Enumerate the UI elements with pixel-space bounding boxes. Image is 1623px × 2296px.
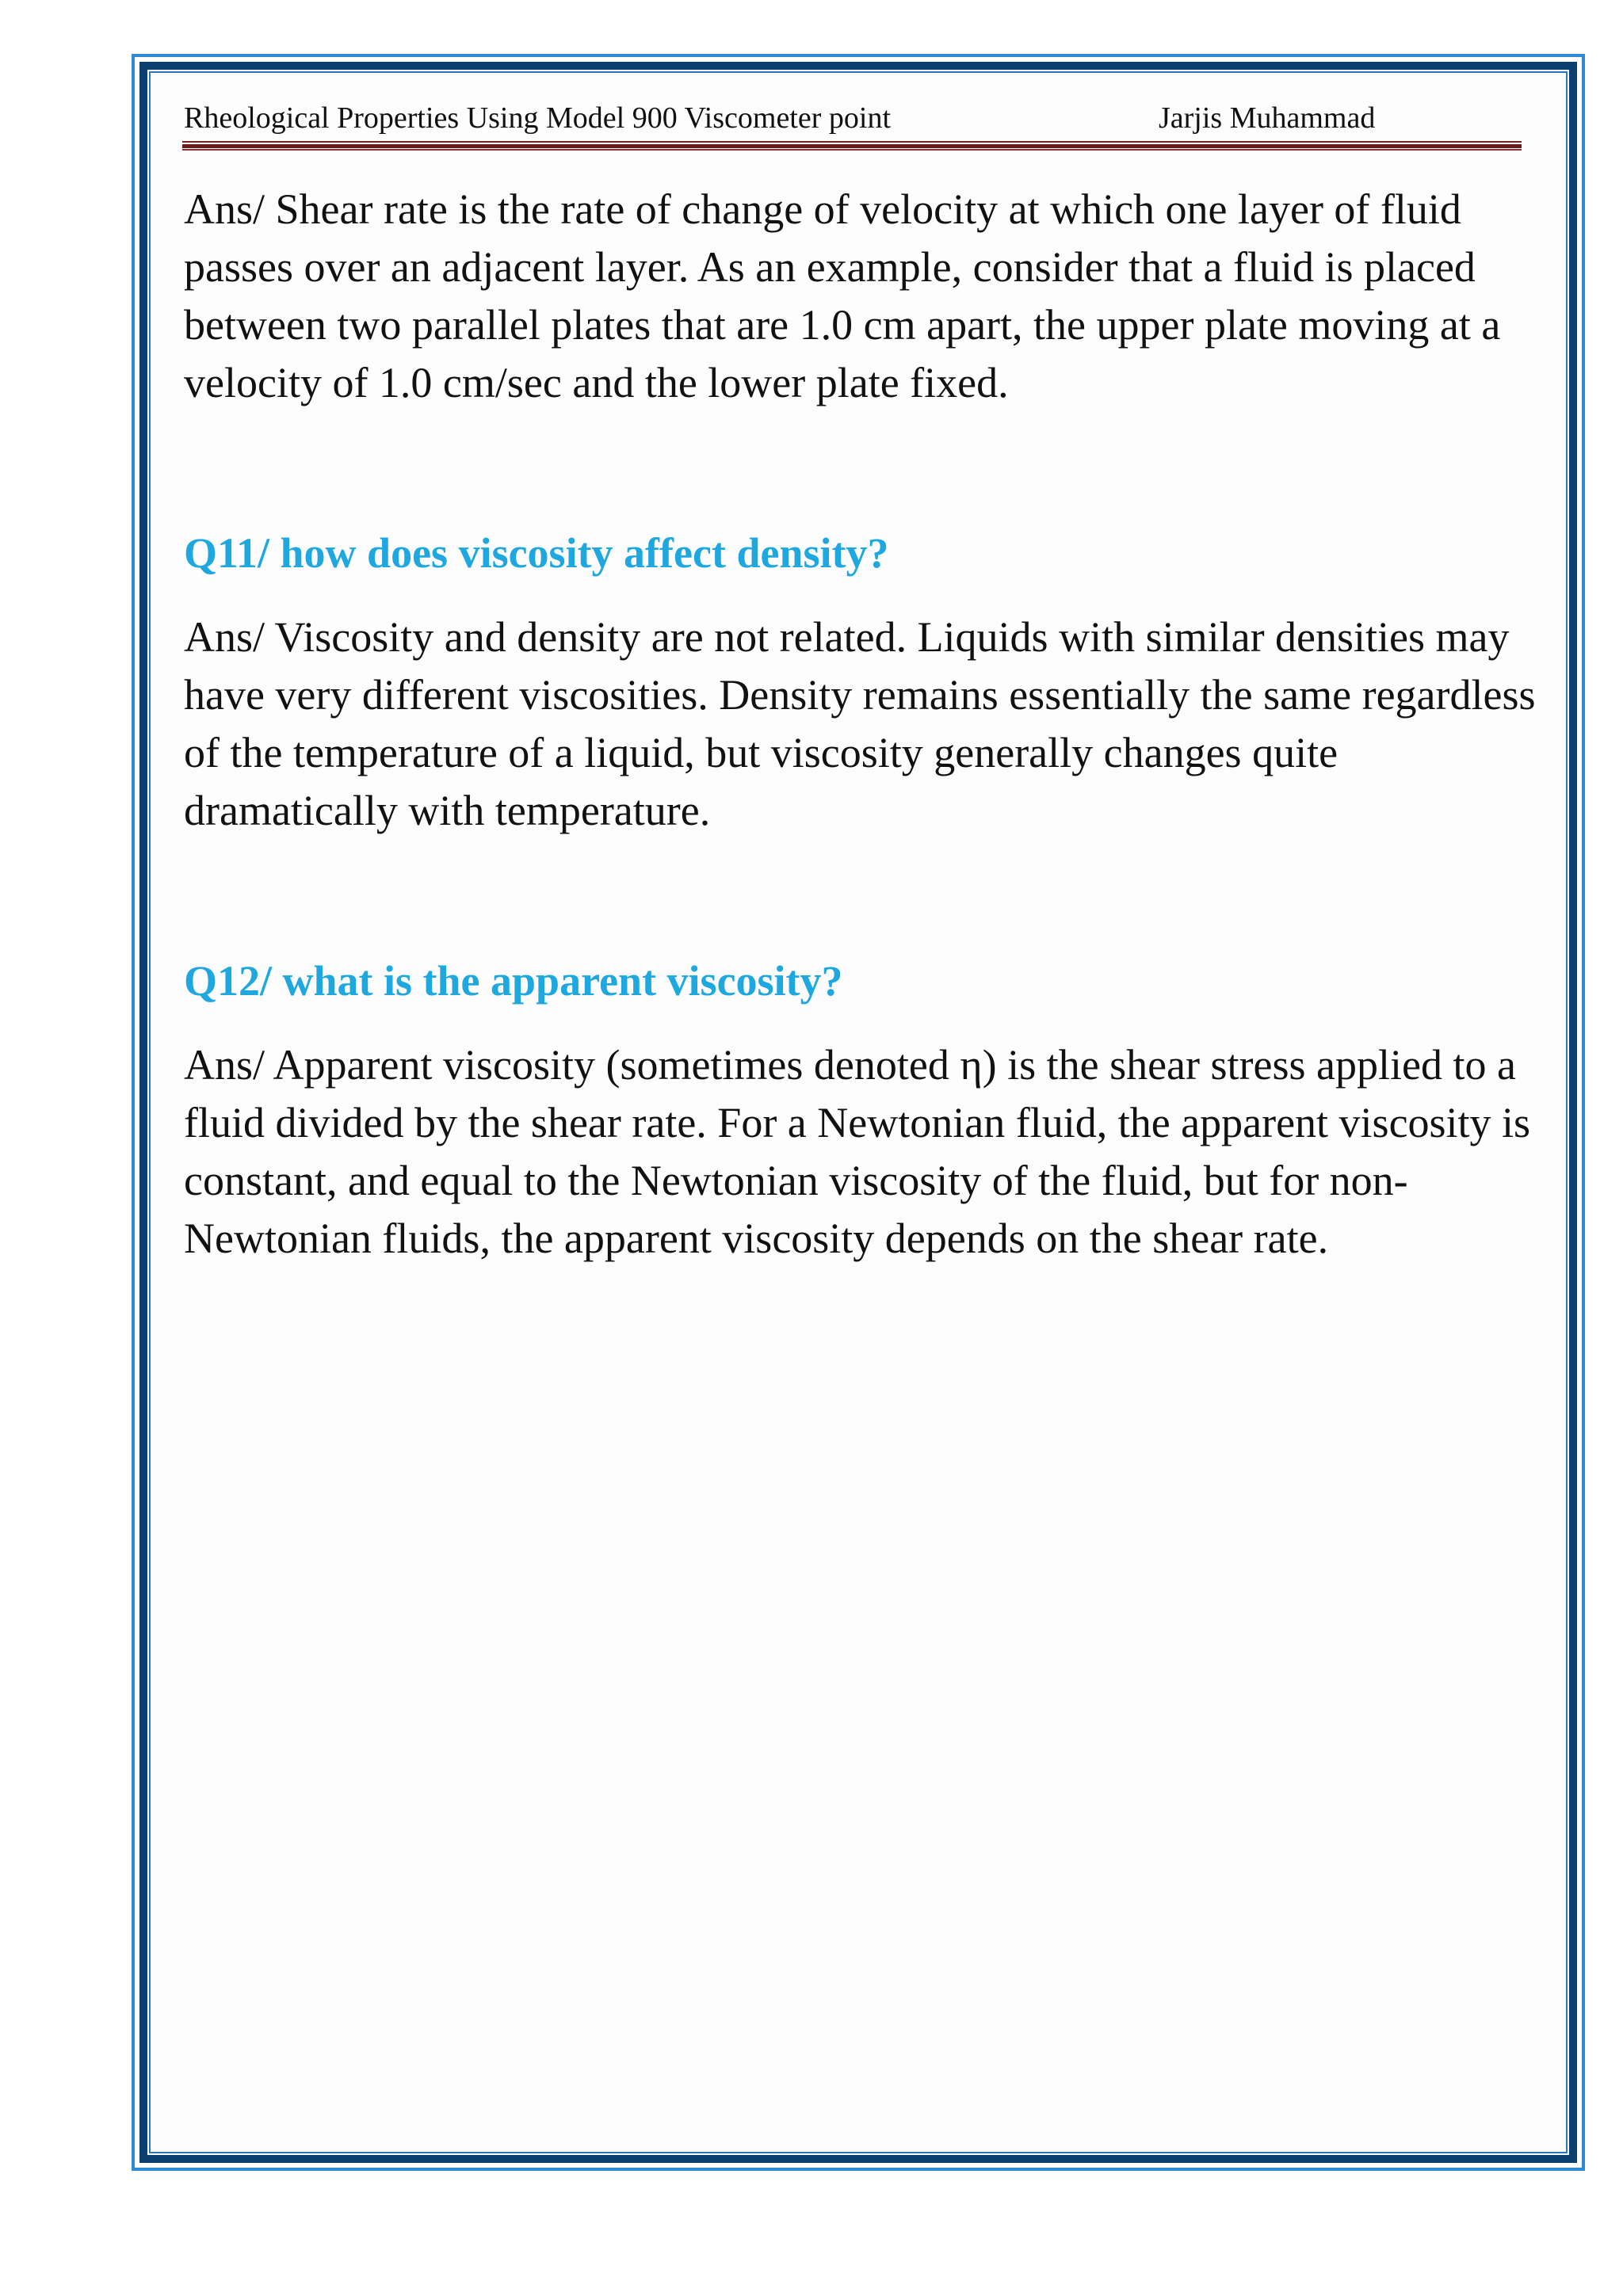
- question-12-heading: Q12/ what is the apparent viscosity?: [184, 957, 843, 1005]
- question-11-heading: Q11/ how does viscosity affect density?: [184, 529, 889, 577]
- header-author: Jarjis Muhammad: [1159, 101, 1376, 135]
- answer-shear-rate: Ans/ Shear rate is the rate of change of velocity at which one layer of fluid passes over an adjacent layer. As an example, consider that a fluid is placed between two parallel plates that are 1.0 cm apart, the upper plate moving at a velocity of 1.0 cm/sec and the lower plate fixed.: [184, 185, 1501, 406]
- header-title: Rheological Properties Using Model 900 Viscometer point: [184, 101, 891, 135]
- header-divider: [182, 141, 1522, 151]
- document-body: [184, 181, 1547, 1268]
- page-header: [184, 98, 1404, 138]
- answer-12: Ans/ Apparent viscosity (sometimes denoted η) is the shear stress applied to a fluid divided by the shear rate. For a Newtonian fluid, the apparent viscosity is constant, and equal to the Newtonian viscosity of the fluid, but for non-Newtonian fluids, the apparent viscosity depends on the shear rate.: [184, 1041, 1531, 1262]
- answer-11: Ans/ Viscosity and density are not related. Liquids with similar densities may have very different viscosities. Density remains essentially the same regardless of the temperature of a liquid, but viscosity generally changes quite dramatically with temperature.: [184, 613, 1536, 834]
